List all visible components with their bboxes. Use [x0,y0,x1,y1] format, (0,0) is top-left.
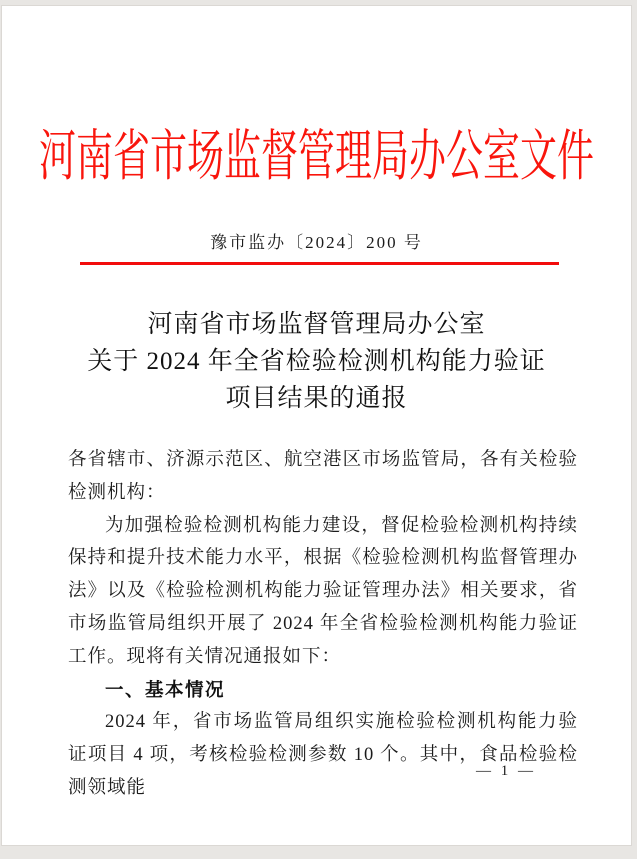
red-divider-rule [80,262,559,265]
document-title-line2: 关于 2024 年全省检验检测机构能力验证 [87,348,546,375]
section-1-paragraph: 2024 年，省市场监管局组织实施检验检测机构能力验证项目 4 项，考核检验检测参数 10 个。其中，食品检验检测领域能 [68,712,578,798]
agency-letterhead-title: 河南省市场监督管理局办公室文件 [39,127,594,189]
document-title-line3: 项目结果的通报 [225,385,408,412]
page-number: — 1 — [476,763,536,779]
document-page [1,5,632,846]
document-body [68,444,578,805]
section-1-heading: 一、基本情况 [105,678,226,700]
intro-paragraph: 为加强检验检测机构能力建设，督促检验检测机构持续保持和提升技术能力水平，根据《检验检测机构监督管理办法》以及《检验检测机构能力验证管理办法》相关要求，省市场监管局组织开展了 2024 年全省检验检测机构能力验证工作。现将有关情况通报如下： [68,515,578,667]
document-title [2,306,631,417]
document-title-line1: 河南省市场监督管理局办公室 [147,311,486,338]
document-number: 豫市监办〔2024〕200 号 [210,233,423,252]
salutation-line: 各省辖市、济源示范区、航空港区市场监管局，各有关检验检测机构： [68,450,578,503]
